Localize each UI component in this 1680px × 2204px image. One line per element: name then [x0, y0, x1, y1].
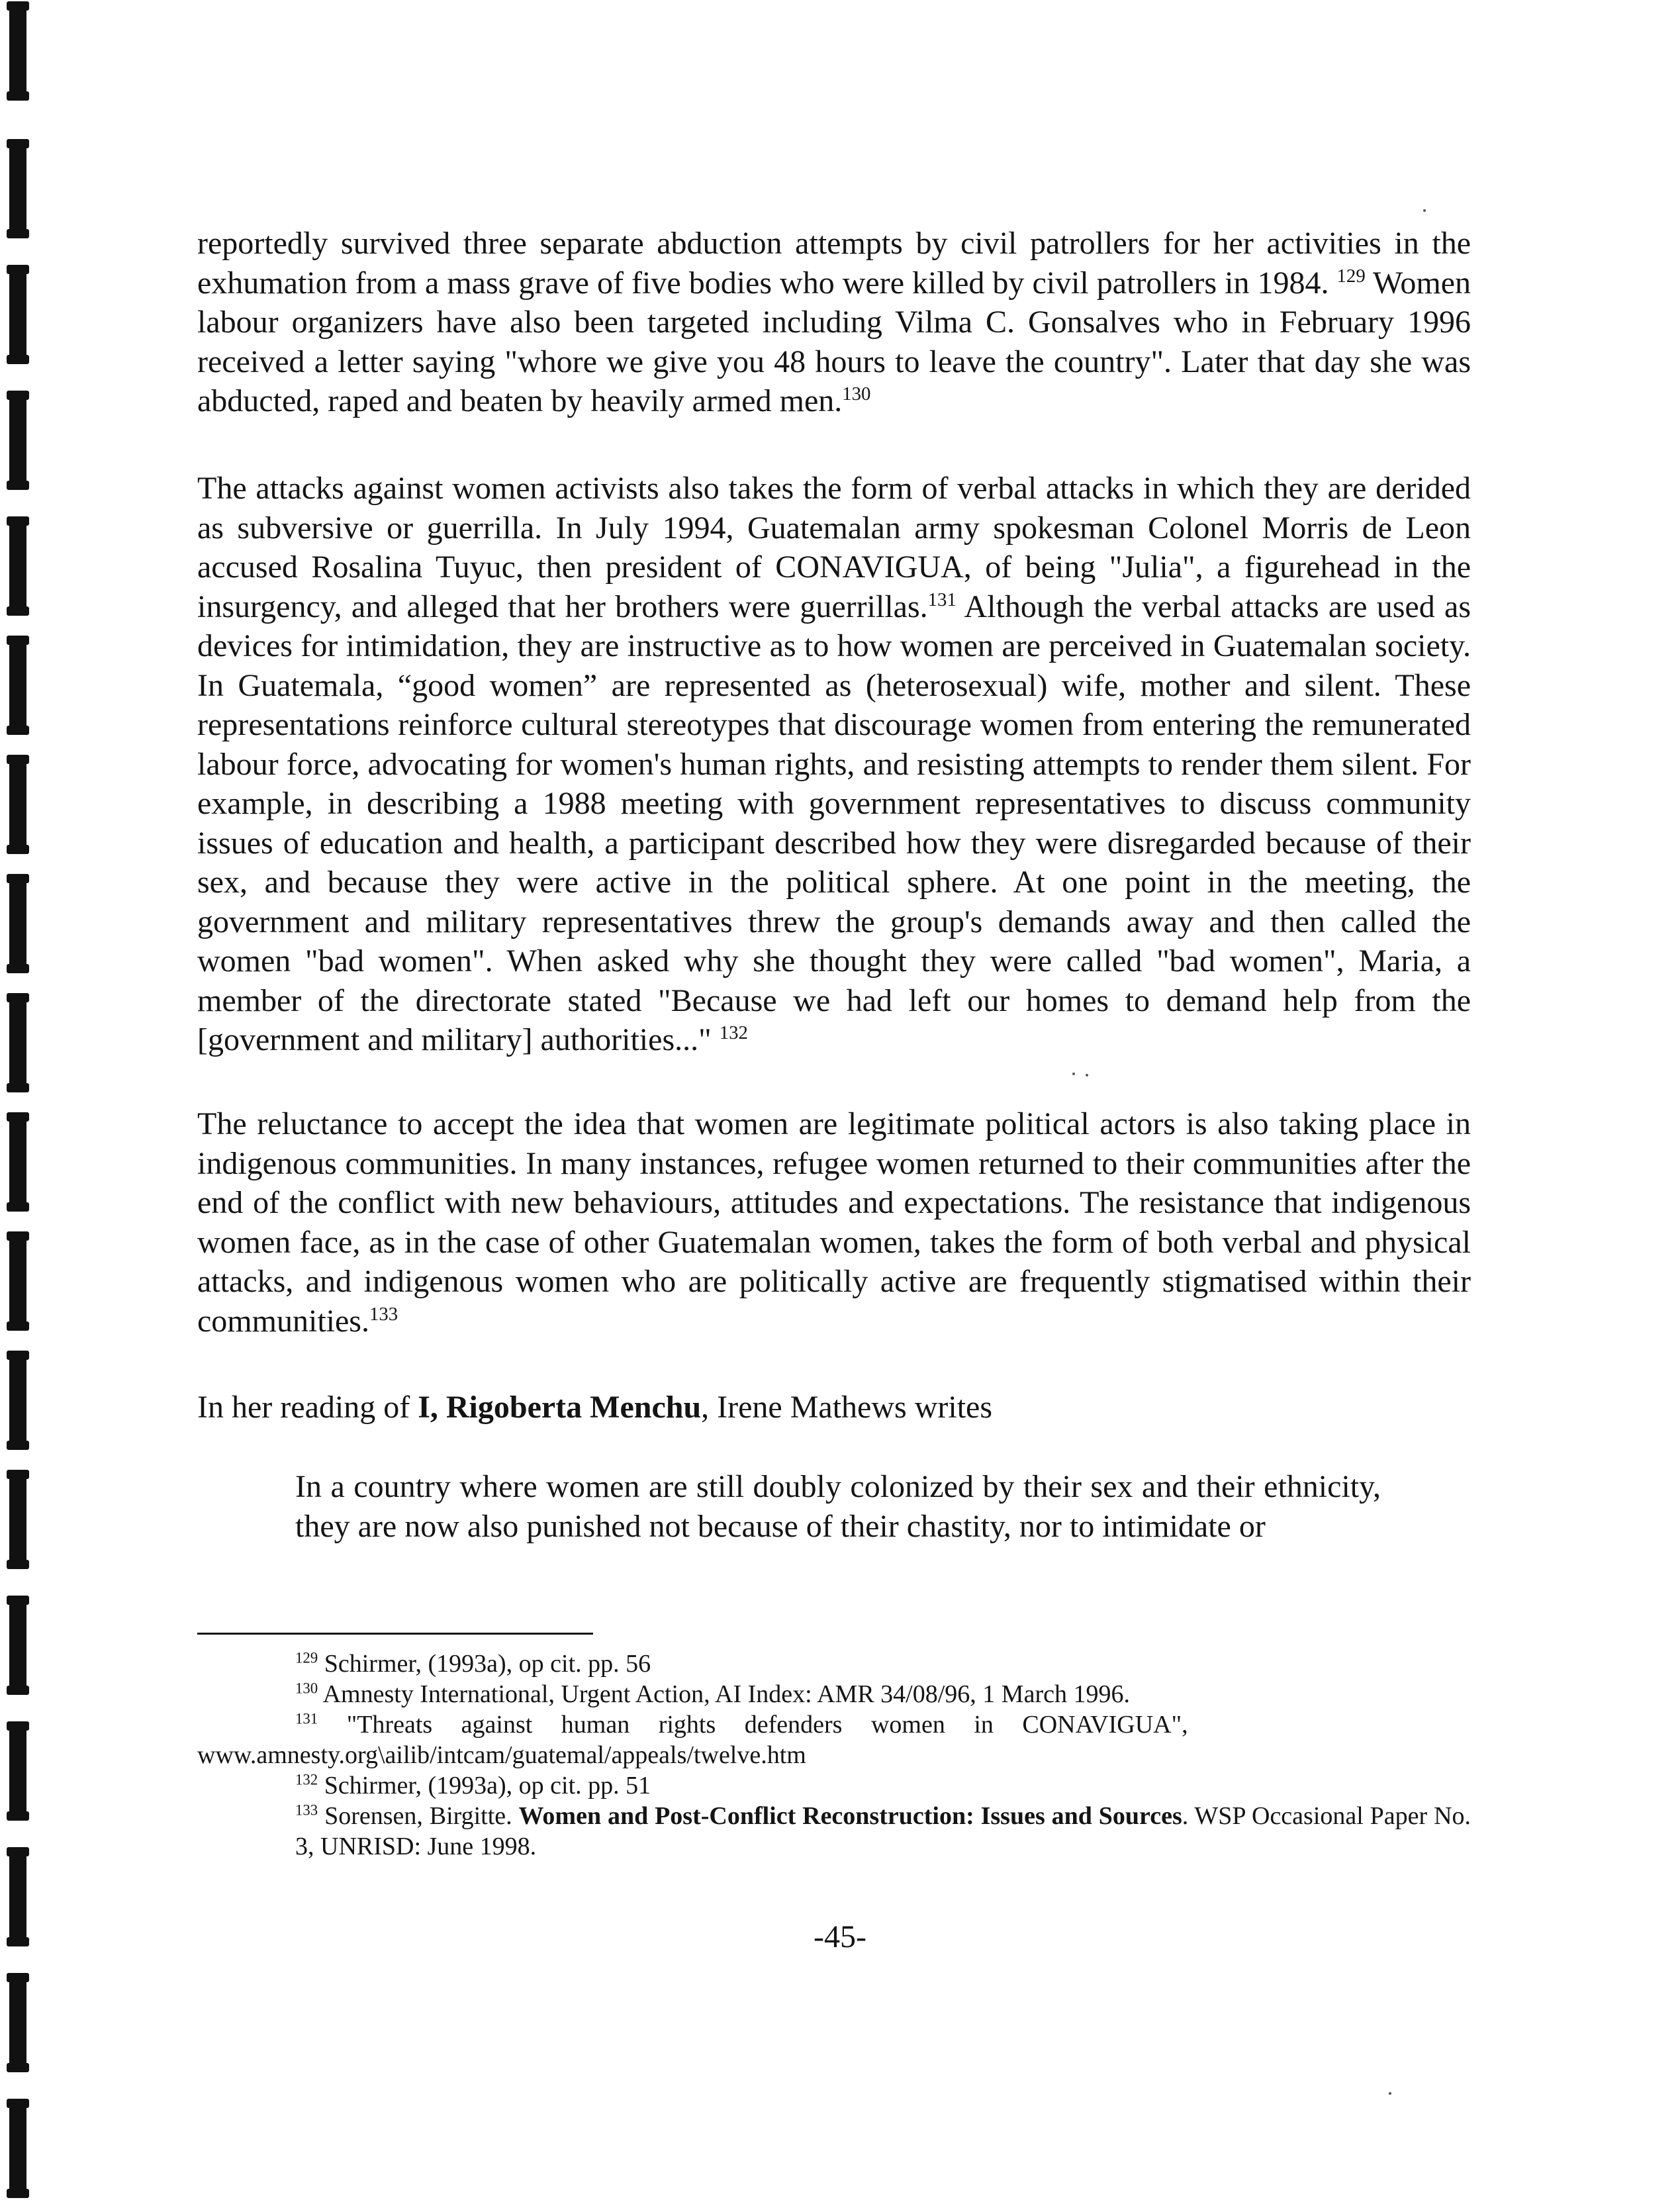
footnote-ref-133[interactable]: 133 — [369, 1303, 398, 1325]
binding-hole — [9, 1351, 26, 1450]
binding-hole — [9, 139, 26, 238]
quote-intro: In her reading of I, Rigoberta Menchu, Irene Mathews writes — [197, 1390, 993, 1425]
binding-hole — [9, 874, 26, 973]
scan-speck — [1086, 1074, 1088, 1077]
binding-hole — [9, 1596, 26, 1695]
binding-hole — [9, 1470, 26, 1569]
scan-speck — [1072, 1073, 1075, 1075]
binding-hole — [9, 1, 26, 101]
footnote-130: $^{130}$ Amnesty International, Urgent Action, AI Index: AMR 34/08/96, 1 March 1996. — [295, 1680, 1130, 1708]
paragraph-2: The attacks against women activists also takes the form of verbal attacks in which they are derided as subversive or guerrilla. In July 1994, Guatemalan army spokesman Colonel Morris de Leon accused Rosalina Tuyuc, then president of CONAVIGUA, of being "Julia", a figurehead in the insurgency, and alleged that her brothers were guerrillas.$^{131}$ Although the verbal attacks are used as devices for intimidation, they are instructive as to how women are perceived in Guatemalan society. In Guatemala, “good women” are represented as (heterosexual) wife, mother and silent. These representations reinforce cultural stereotypes that discourage women from entering the remunerated labour force, advocating for women's human rights, and resisting attempts to render them silent. For example, in describing a 1988 meeting with government representatives to discuss community issues of education and health, a participant described how they were disregarded because of their sex, and because they were active in the political sphere. At one point in the meeting, the government and military representatives threw the group's demands away and then called the women "bad women". When asked why she thought they were called "bad women", Maria, a member of the directorate stated "Because we had left our homes to demand help from the [government and military] authorities..." $^{132}$ — [197, 471, 1471, 1057]
binding-hole — [9, 636, 26, 735]
binding-holes — [0, 0, 79, 2204]
binding-hole — [9, 755, 26, 854]
footnote-129: $^{129}$ Schirmer, (1993a), op cit. pp. 56 — [295, 1649, 651, 1678]
binding-hole — [9, 1112, 26, 1212]
paragraph-3: The reluctance to accept the idea that women are legitimate political actors is also taking place in indigenous communities. In many instances, refugee women returned to their communities after the end of the conflict with new behaviours, attitudes and expectations. The resistance that indigenous women face, as in the case of other Guatemalan women, takes the form of both verbal and physical attacks, and indigenous women who are politically active are frequently stigmatised within their communities.$^{133}$ — [197, 1106, 1471, 1339]
footnote-ref-130[interactable]: 130 — [842, 383, 871, 405]
scan-speck — [1423, 209, 1426, 212]
binding-hole — [9, 1231, 26, 1331]
footnote-ref-129[interactable]: 129 — [1336, 265, 1366, 287]
footnote-ref-131[interactable]: 131 — [927, 589, 957, 610]
scan-speck — [1389, 2092, 1391, 2095]
footnote-131: $^{131}$ "Threats against human rights defenders women in CONAVIGUA", — [295, 1710, 1188, 1739]
binding-hole — [9, 993, 26, 1092]
binding-hole — [9, 1973, 26, 2072]
binding-hole — [9, 265, 26, 364]
binding-hole — [9, 2099, 26, 2198]
page-number: -45- — [814, 1919, 866, 1954]
footnotes — [197, 1649, 1471, 1862]
footnote-131-url[interactable]: www.amnesty.org\ailib/intcam/guatemal/appeals/twelve.htm — [197, 1741, 806, 1769]
binding-hole — [9, 391, 26, 490]
paragraph-1: reportedly survived three separate abduction attempts by civil patrollers for her activities in the exhumation from a mass grave of five bodies who were killed by civil patrollers in 1984. $^{129}$ Women labour organizers have also been targeted including Vilma C. Gonsalves who in February 1996 received a letter saying "whore we give you 48 hours to leave the country". Later that day she was abducted, raped and beaten by heavily armed men.$^{130}$ — [197, 226, 1471, 418]
binding-hole — [9, 1721, 26, 1821]
binding-hole — [9, 516, 26, 616]
footnote-132: $^{132}$ Schirmer, (1993a), op cit. pp. 51 — [295, 1771, 651, 1799]
block-quote: In a country where women are still doubly colonized by their sex and their ethnicity, they are now also punished not because of their chastity, nor to intimidate or — [295, 1469, 1381, 1544]
book-title: I, Rigoberta Menchu — [418, 1390, 702, 1425]
footnote-separator — [197, 1633, 593, 1635]
footnote-ref-132[interactable]: 132 — [719, 1022, 748, 1043]
footnote-133: $^{133}$ Sorensen, Birgitte. Women and Post-Conflict Reconstruction: Issues and Sources. WSP Occasional Paper No. 3, UNRISD: June 1998. — [295, 1801, 1471, 1860]
